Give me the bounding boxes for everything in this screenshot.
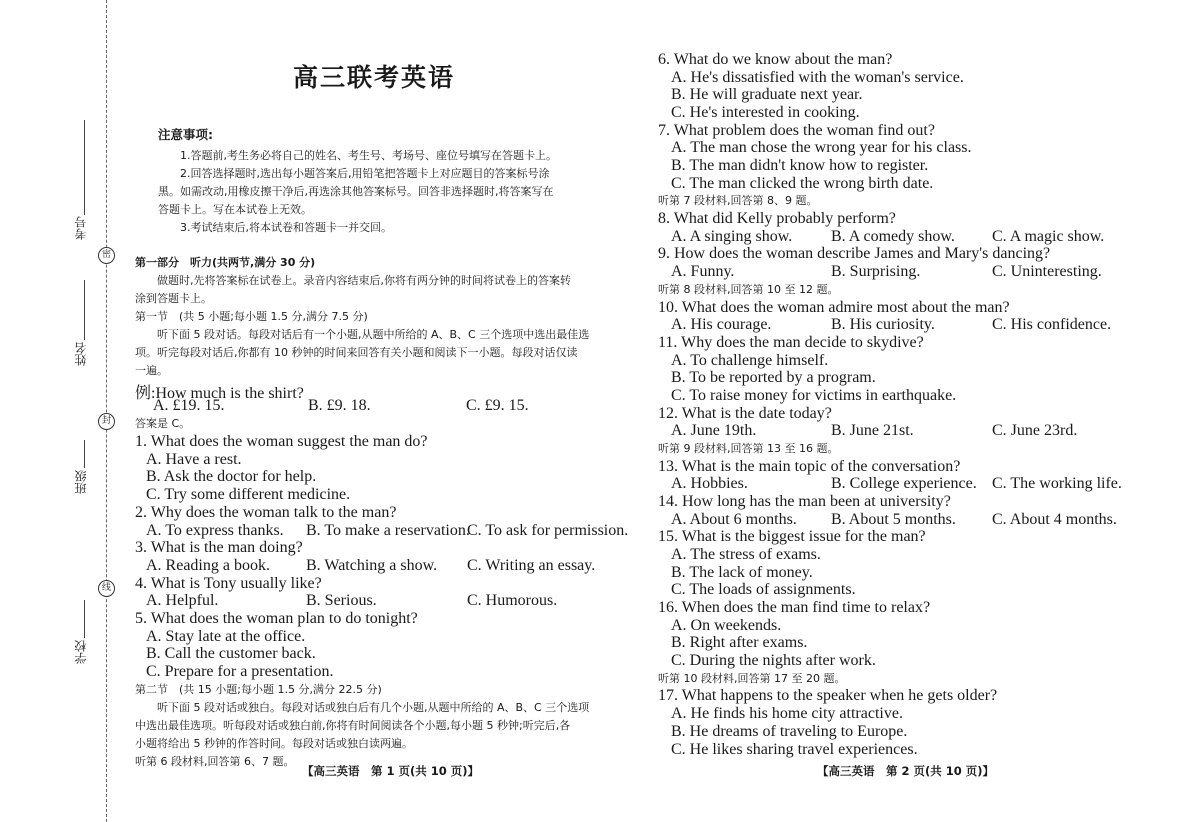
question-stem: 14. How long has the man been at university? — [658, 493, 951, 510]
answer-option[interactable]: A. The man chose the wrong year for his class. — [671, 139, 972, 157]
question-stem: 3. What is the man doing? — [135, 539, 303, 557]
question-stem: 16. When does the man find time to relax? — [658, 599, 931, 617]
example-answer: 答案是 C。 — [135, 417, 191, 430]
field-exam-number[interactable] — [72, 120, 92, 250]
cut-line — [106, 0, 107, 822]
field-name[interactable] — [72, 280, 92, 380]
notice-line: 3.考试结束后,将本试卷和答题卡一并交回。 — [180, 221, 392, 234]
section2-intro: 听下面 5 段对话或独白。每段对话或独白后有几个小题,从题中所给的 A、B、C 三个选项 — [157, 701, 590, 714]
question-stem: 12. What is the date today? — [658, 404, 832, 422]
answer-option[interactable]: C. He's interested in cooking. — [671, 104, 860, 122]
section1-intro: 项。听完每段对话后,你都有 10 秒钟的时间来回答有关小题和阅读下一小题。每段对话仅读 — [135, 346, 578, 359]
section2-intro: 小题将给出 5 秒钟的作答时间。每段对话或独白读两遍。 — [135, 737, 413, 750]
answer-option[interactable]: B. About 5 months. — [831, 510, 956, 528]
answer-option[interactable]: C. June 23rd. — [992, 422, 1078, 440]
notice-line: 2.回答选择题时,选出每小题答案后,用铅笔把答题卡上对应题目的答案标号涂 — [180, 167, 550, 180]
section1-intro: 一遍。 — [135, 364, 168, 377]
answer-option[interactable]: B. Watching a show. — [306, 556, 438, 574]
answer-option[interactable]: C. His confidence. — [992, 316, 1112, 334]
answer-option[interactable]: B. He dreams of traveling to Europe. — [671, 722, 908, 740]
answer-option[interactable]: C. The man clicked the wrong birth date. — [671, 174, 934, 192]
answer-option[interactable]: B. Surprising. — [831, 263, 921, 281]
answer-option[interactable]: B. June 21st. — [831, 422, 914, 440]
answer-option[interactable]: C. The working life. — [992, 475, 1122, 493]
part1-intro: 做题时,先将答案标在试卷上。录音内容结束后,你将有两分钟的时间将试卷上的答案转 — [157, 274, 571, 287]
answer-option[interactable]: C. About 4 months. — [992, 510, 1117, 528]
answer-option[interactable]: A. To challenge himself. — [671, 351, 829, 369]
answer-option[interactable]: A. On weekends. — [671, 616, 782, 634]
question-stem: 6. What do we know about the man? — [658, 51, 893, 68]
example-option: A. £19. 15. — [153, 397, 225, 414]
material-note: 听第 10 段材料,回答第 17 至 20 题。 — [658, 671, 846, 685]
answer-option[interactable]: B. Ask the doctor for help. — [146, 468, 317, 486]
answer-option[interactable]: C. Humorous. — [467, 592, 558, 610]
field-exam-number-label: 考号 — [74, 216, 88, 240]
seal-mark-feng: 封 — [98, 413, 115, 430]
binding-margin — [0, 0, 128, 822]
question-stem: 5. What does the woman plan to do tonight? — [135, 610, 418, 627]
question-stem: 11. Why does the man decide to skydive? — [658, 333, 924, 351]
question-stem: 15. What is the biggest issue for the man? — [658, 528, 926, 546]
answer-option[interactable]: A. Have a rest. — [146, 450, 242, 468]
field-school[interactable] — [72, 600, 92, 670]
answer-option[interactable]: B. He will graduate next year. — [671, 86, 863, 104]
answer-option[interactable]: C. Writing an essay. — [467, 556, 596, 574]
answer-option[interactable]: A. Funny. — [671, 263, 735, 281]
answer-option[interactable]: C. Prepare for a presentation. — [146, 663, 334, 681]
answer-option[interactable]: A. Stay late at the office. — [146, 627, 306, 645]
question-stem: 17. What happens to the speaker when he gets older? — [658, 687, 998, 705]
question-stem: 1. What does the woman suggest the man do? — [135, 433, 428, 450]
material-note: 听第 8 段材料,回答第 10 至 12 题。 — [658, 282, 839, 296]
seal-mark-mi: 密 — [98, 247, 115, 264]
notice-heading: 注意事项: — [158, 127, 213, 142]
answer-option[interactable]: B. A comedy show. — [831, 227, 955, 245]
question-stem: 8. What did Kelly probably perform? — [658, 210, 896, 228]
field-name-label: 姓名 — [74, 342, 88, 366]
answer-option[interactable]: B. Call the customer back. — [146, 645, 316, 663]
answer-option[interactable]: C. A magic show. — [992, 227, 1105, 245]
answer-option[interactable]: B. To be reported by a program. — [671, 369, 876, 387]
example-option: C. £9. 15. — [466, 397, 529, 414]
answer-option[interactable]: C. To raise money for victims in earthquake. — [671, 386, 957, 404]
example-question: 例:How much is the shirt? — [135, 385, 304, 402]
answer-option[interactable]: C. During the nights after work. — [671, 652, 876, 670]
answer-option[interactable]: A. The stress of exams. — [671, 546, 821, 564]
answer-option[interactable]: A. Reading a book. — [146, 556, 270, 574]
part1-intro: 涂到答题卡上。 — [135, 292, 212, 305]
answer-option[interactable]: B. To make a reservation. — [306, 521, 470, 539]
answer-option[interactable]: A. Hobbies. — [671, 475, 748, 493]
question-stem: 10. What does the woman admire most about the man? — [658, 298, 1010, 316]
footer-right: 【高三英语 第 2 页(共 10 页)】 — [817, 764, 995, 778]
notice-line: 1.答题前,考生务必将自己的姓名、考生号、考场号、座位号填写在答题卡上。 — [180, 149, 557, 162]
answer-option[interactable]: A. He finds his home city attractive. — [671, 705, 903, 723]
question-stem: 13. What is the main topic of the conversation? — [658, 457, 961, 475]
answer-option[interactable]: C. Try some different medicine. — [146, 486, 351, 504]
answer-option[interactable]: C. Uninteresting. — [992, 263, 1102, 281]
section2-heading: 第二节 (共 15 小题;每小题 1.5 分,满分 22.5 分) — [135, 683, 382, 696]
notice-line: 黑。如需改动,用橡皮擦干净后,再选涂其他答案标号。回答非选择题时,将答案写在 — [158, 185, 554, 198]
answer-option[interactable]: A. To express thanks. — [146, 521, 284, 539]
answer-option[interactable]: C. To ask for permission. — [467, 521, 629, 539]
section1-intro: 听下面 5 段对话。每段对话后有一个小题,从题中所给的 A、B、C 三个选项中选出最佳选 — [157, 328, 590, 341]
answer-option[interactable]: C. The loads of assignments. — [671, 581, 856, 599]
field-school-label: 学校 — [74, 640, 88, 664]
section1-heading: 第一节 (共 5 小题;每小题 1.5 分,满分 7.5 分) — [135, 310, 368, 323]
field-class-label: 班级 — [74, 470, 88, 494]
material-6-note: 听第 6 段材料,回答第 6、7 题。 — [135, 755, 295, 768]
answer-option[interactable]: A. About 6 months. — [671, 510, 797, 528]
seal-mark-xian: 线 — [98, 580, 115, 597]
answer-option[interactable]: B. The lack of money. — [671, 563, 813, 581]
answer-option[interactable]: A. June 19th. — [671, 422, 757, 440]
section2-intro: 中选出最佳选项。听每段对话或独白前,你将有时间阅读各个小题,每小题 5 秒钟;听完后,各 — [135, 719, 571, 732]
answer-option[interactable]: A. A singing show. — [671, 227, 793, 245]
material-note: 听第 9 段材料,回答第 13 至 16 题。 — [658, 441, 839, 455]
footer-left: 【高三英语 第 1 页(共 10 页)】 — [302, 764, 480, 778]
page-title: 高三联考英语 — [293, 63, 456, 92]
answer-option[interactable]: B. The man didn't know how to register. — [671, 157, 929, 175]
answer-option[interactable]: B. Right after exams. — [671, 634, 808, 652]
notice-line: 答题卡上。写在本试卷上无效。 — [158, 203, 312, 216]
answer-option[interactable]: B. Serious. — [306, 592, 377, 610]
answer-option[interactable]: A. His courage. — [671, 316, 772, 334]
answer-option[interactable]: B. College experience. — [831, 475, 977, 493]
question-stem: 2. Why does the woman talk to the man? — [135, 503, 397, 521]
example-options — [153, 397, 613, 415]
answer-option[interactable]: B. His curiosity. — [831, 316, 935, 334]
question-stem: 4. What is Tony usually like? — [135, 574, 322, 592]
material-note: 听第 7 段材料,回答第 8、9 题。 — [658, 194, 818, 208]
answer-option[interactable]: A. Helpful. — [146, 592, 219, 610]
example-option: B. £9. 18. — [308, 397, 371, 414]
field-class[interactable] — [72, 440, 92, 540]
answer-option[interactable]: C. He likes sharing travel experiences. — [671, 740, 918, 758]
question-stem: 9. How does the woman describe James and Mary's dancing? — [658, 245, 1051, 263]
question-stem: 7. What problem does the woman find out? — [658, 121, 935, 139]
part1-heading: 第一部分 听力(共两节,满分 30 分) — [135, 256, 316, 269]
answer-option[interactable]: A. He's dissatisfied with the woman's service. — [671, 68, 964, 86]
